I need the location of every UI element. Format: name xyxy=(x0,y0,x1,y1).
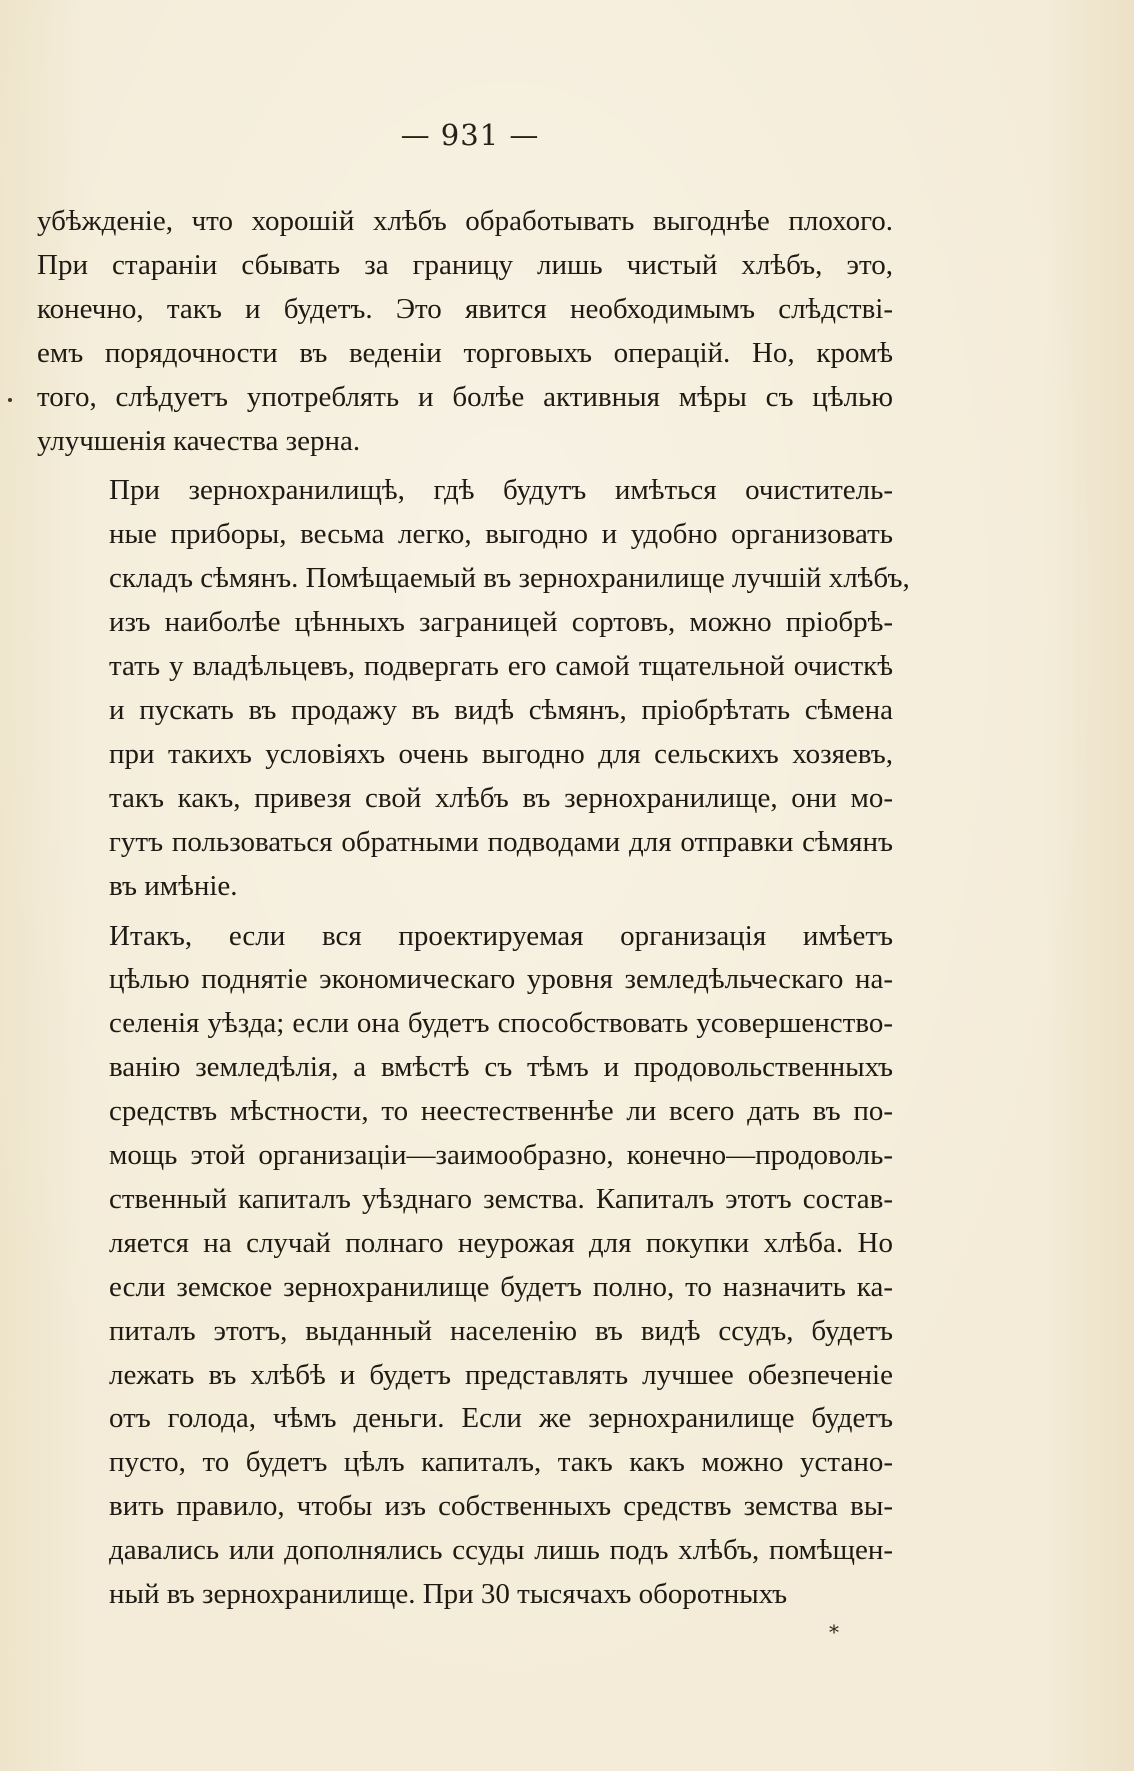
text-line: ные приборы, весьма легко, выгодно и удобно организовать xyxy=(109,518,893,551)
margin-speck xyxy=(8,398,12,402)
text-line: гутъ пользоваться обратными подводами для отправки сѣмянъ xyxy=(109,825,893,858)
text-line: ственный капиталъ уѣзднаго земства. Капиталъ этотъ состав- xyxy=(109,1182,893,1215)
paragraph xyxy=(37,469,910,908)
body-text xyxy=(37,200,910,1623)
signature-mark: * xyxy=(829,1620,839,1644)
text-line: мощь этой организаціи—заимообразно, конечно—продоволь- xyxy=(109,1139,893,1172)
text-line: улучшенія качества зерна. xyxy=(37,424,361,457)
text-line: пусто, то будетъ цѣлъ капиталъ, такъ какъ можно устано- xyxy=(109,1446,893,1479)
text-line: вить правило, чтобы изъ собственныхъ средствъ земства вы- xyxy=(109,1490,893,1523)
text-line: Итакъ, если вся проектируемая организація имѣетъ xyxy=(109,919,893,952)
text-line: при такихъ условіяхъ очень выгодно для сельскихъ хозяевъ, xyxy=(109,737,893,770)
text-line: тать у владѣльцевъ, подвергать его самой тщательной очисткѣ xyxy=(109,650,893,683)
text-line: ляется на случай полнаго неурожая для покупки хлѣба. Но xyxy=(109,1226,893,1259)
text-line: цѣлью поднятіе экономическаго уровня земледѣльческаго на- xyxy=(109,963,893,996)
text-line: лежать въ хлѣбѣ и будетъ представлять лучшее обезпеченіе xyxy=(109,1358,893,1391)
page-number: — 931 — xyxy=(400,118,540,152)
text-line: давались или дополнялись ссуды лишь подъ хлѣбъ, помѣщен- xyxy=(109,1534,893,1567)
text-line: если земское зернохранилище будетъ полно, то назначить ка- xyxy=(109,1270,893,1303)
text-line: ный въ зернохранилище. При 30 тысячахъ оборотныхъ xyxy=(109,1578,788,1611)
text-line: селенія уѣзда; если она будетъ способствовать усовершенство- xyxy=(109,1007,893,1040)
paragraph xyxy=(37,200,893,463)
text-line: и пускать въ продажу въ видѣ сѣмянъ, пріобрѣтать сѣмена xyxy=(109,693,893,726)
text-line: емъ порядочности въ веденіи торговыхъ операцій. Но, кромѣ xyxy=(37,336,893,369)
text-line: убѣжденіе, что хорошій хлѣбъ обработывать выгоднѣе плохого. xyxy=(37,205,893,237)
text-line: средствъ мѣстности, то неестественнѣе ли всего дать въ по- xyxy=(109,1095,893,1128)
text-line: въ имѣніе. xyxy=(109,869,238,902)
text-line: При стараніи сбывать за границу лишь чистый хлѣбъ, это, xyxy=(37,248,893,281)
text-line: питалъ этотъ, выданный населенію въ видѣ ссудъ, будетъ xyxy=(109,1314,893,1347)
text-line: складъ сѣмянъ. Помѣщаемый въ зернохранилище лучшій хлѣбъ, xyxy=(109,562,910,595)
text-line: конечно, такъ и будетъ. Это явится необходимымъ слѣдстві- xyxy=(37,292,893,325)
text-line: При зернохранилищѣ, гдѣ будутъ имѣться очиститель- xyxy=(109,474,893,507)
paragraph xyxy=(37,915,893,1618)
text-line: ванію земледѣлія, а вмѣстѣ съ тѣмъ и продовольственныхъ xyxy=(109,1051,893,1084)
text-line: изъ наиболѣе цѣнныхъ заграницей сортовъ, можно пріобрѣ- xyxy=(109,606,893,639)
text-line: такъ какъ, привезя свой хлѣбъ въ зернохранилище, они мо- xyxy=(109,781,893,814)
text-line: того, слѣдуетъ употреблять и болѣе активныя мѣры съ цѣлью xyxy=(37,380,893,413)
text-line: отъ голода, чѣмъ деньги. Если же зернохранилище будетъ xyxy=(109,1402,893,1435)
